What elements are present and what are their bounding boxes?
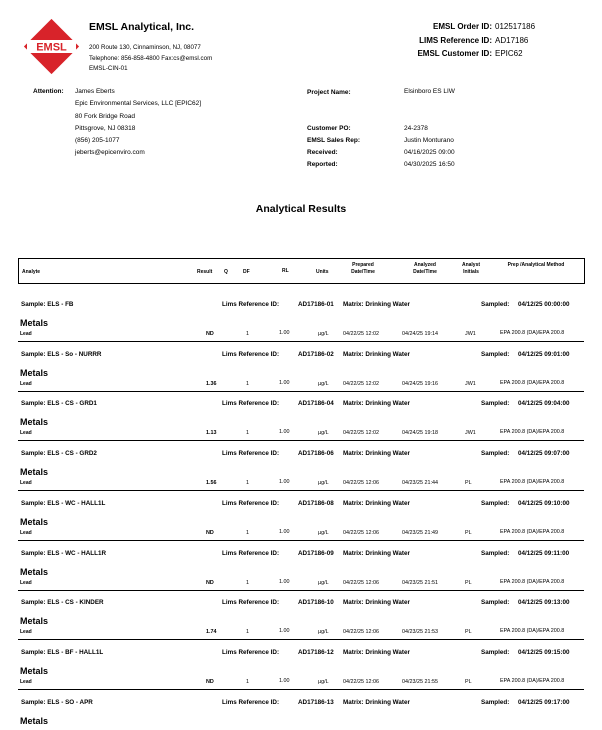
lims-ref-value: AD17186-13 — [298, 699, 334, 706]
lims-ref-label: Lims Reference ID: — [222, 649, 280, 656]
df-value: 1 — [246, 530, 249, 536]
lims-ref-label: Lims Reference ID: — [222, 351, 280, 358]
result-value: ND — [206, 580, 214, 586]
sampled-value: 04/12/25 09:13:00 — [518, 599, 570, 606]
customer-po-label: Customer PO: — [307, 125, 351, 132]
lims-ref-value: AD17186-08 — [298, 500, 334, 507]
section-metals: Metals — [20, 417, 49, 427]
units-value: µg/L — [318, 629, 329, 635]
units-value: µg/L — [318, 381, 329, 387]
attention-city: Pittsgrove, NJ 08318 — [75, 125, 136, 132]
analyzed-value: 04/24/25 19:14 — [402, 331, 438, 337]
page-title: Analytical Results — [255, 203, 347, 215]
matrix-label: Matrix: Drinking Water — [343, 550, 410, 557]
analyte-lead: Lead — [20, 430, 32, 436]
analyzed-value: 04/23/25 21:55 — [402, 679, 438, 685]
lims-ref-label: Lims Reference ID: — [222, 450, 280, 457]
units-value: µg/L — [318, 331, 329, 337]
analyte-lead: Lead — [20, 580, 32, 586]
method-value: EPA 200.8 (DA)/EPA 200.8 — [500, 529, 565, 535]
result-value: 1.36 — [206, 381, 217, 387]
result-value: ND — [206, 331, 214, 337]
row-divider — [18, 341, 584, 342]
col-analyst: Analyst Initials — [461, 262, 481, 275]
order-id-label: EMSL Order ID: — [433, 22, 492, 31]
df-value: 1 — [246, 331, 249, 337]
lims-ref-label: Lims Reference ID: — [222, 301, 280, 308]
col-prepared: Prepared Date/Time — [351, 262, 375, 275]
project-name-label: Project Name: — [307, 89, 351, 96]
matrix-label: Matrix: Drinking Water — [343, 599, 410, 606]
sampled-label: Sampled: — [481, 500, 510, 507]
df-value: 1 — [246, 629, 249, 635]
lims-ref-value: AD17186-02 — [298, 351, 334, 358]
reported-label: Reported: — [307, 161, 338, 168]
row-divider — [18, 391, 584, 392]
method-value: EPA 200.8 (DA)/EPA 200.8 — [500, 330, 565, 336]
method-value: EPA 200.8 (DA)/EPA 200.8 — [500, 479, 565, 485]
attention-company: Epic Environmental Services, LLC [EPIC62] — [75, 100, 202, 107]
lims-ref-value: AD17186-04 — [298, 400, 334, 407]
rl-value: 1.00 — [279, 330, 290, 336]
row-divider — [18, 689, 584, 690]
units-value: µg/L — [318, 480, 329, 486]
col-result: Result — [197, 269, 213, 275]
result-value: 1.74 — [206, 629, 217, 635]
method-value: EPA 200.8 (DA)/EPA 200.8 — [500, 380, 565, 386]
analyst-value: PL — [465, 530, 472, 536]
prepared-value: 04/22/25 12:06 — [343, 480, 379, 486]
units-value: µg/L — [318, 530, 329, 536]
lims-ref-value: AD17186-12 — [298, 649, 334, 656]
sampled-value: 04/12/25 09:07:00 — [518, 450, 570, 457]
analyte-lead: Lead — [20, 530, 32, 536]
rl-value: 1.00 — [279, 380, 290, 386]
row-divider — [18, 639, 584, 640]
matrix-label: Matrix: Drinking Water — [343, 500, 410, 507]
analyzed-value: 04/23/25 21:49 — [402, 530, 438, 536]
col-rl: RL — [282, 268, 289, 274]
order-id-value: 012517186 — [495, 22, 536, 31]
sampled-label: Sampled: — [481, 351, 510, 358]
df-value: 1 — [246, 580, 249, 586]
analyst-value: PL — [465, 629, 472, 635]
analyst-value: PL — [465, 480, 472, 486]
col-method: Prep /Analytical Method — [507, 262, 565, 268]
rl-value: 1.00 — [279, 429, 290, 435]
prepared-value: 04/22/25 12:02 — [343, 430, 379, 436]
matrix-label: Matrix: Drinking Water — [343, 450, 410, 457]
sampled-value: 04/12/25 09:15:00 — [518, 649, 570, 656]
sampled-label: Sampled: — [481, 649, 510, 656]
rl-value: 1.00 — [279, 579, 290, 585]
company-address: 200 Route 130, Cinnaminson, NJ, 08077 — [89, 44, 201, 51]
analyst-value: JW1 — [465, 331, 476, 337]
method-value: EPA 200.8 (DA)/EPA 200.8 — [500, 628, 565, 634]
lims-ref-value: AD17186-01 — [298, 301, 334, 308]
sampled-label: Sampled: — [481, 400, 510, 407]
reported-value: 04/30/2025 16:50 — [404, 161, 455, 168]
prepared-value: 04/22/25 12:06 — [343, 629, 379, 635]
analyst-value: PL — [465, 679, 472, 685]
sampled-value: 04/12/25 00:00:00 — [518, 301, 570, 308]
sampled-label: Sampled: — [481, 301, 510, 308]
emsl-logo — [23, 18, 80, 75]
sampled-value: 04/12/25 09:01:00 — [518, 351, 570, 358]
units-value: µg/L — [318, 679, 329, 685]
matrix-label: Matrix: Drinking Water — [343, 351, 410, 358]
received-label: Received: — [307, 149, 338, 156]
df-value: 1 — [246, 480, 249, 486]
sampled-value: 04/12/25 09:04:00 — [518, 400, 570, 407]
logo-text: EMSL — [36, 41, 67, 54]
analyte-lead: Lead — [20, 679, 32, 685]
section-metals: Metals — [20, 716, 49, 726]
sample-id: Sample: ELS - FB — [21, 301, 74, 308]
col-q: Q — [224, 269, 228, 275]
section-metals: Metals — [20, 567, 49, 577]
rl-value: 1.00 — [279, 628, 290, 634]
sample-id: Sample: ELS - SO - APR — [21, 699, 93, 706]
section-metals: Metals — [20, 616, 49, 626]
prepared-value: 04/22/25 12:06 — [343, 530, 379, 536]
col-units: Units — [316, 269, 329, 275]
analyst-value: PL — [465, 580, 472, 586]
analyzed-value: 04/23/25 21:44 — [402, 480, 438, 486]
analyte-lead: Lead — [20, 381, 32, 387]
matrix-label: Matrix: Drinking Water — [343, 400, 410, 407]
rl-value: 1.00 — [279, 529, 290, 535]
attention-name: James Eberts — [75, 88, 115, 95]
sales-rep-value: Justin Monturano — [404, 137, 454, 144]
company-name: EMSL Analytical, Inc. — [89, 21, 195, 33]
analyte-lead: Lead — [20, 480, 32, 486]
sampled-label: Sampled: — [481, 550, 510, 557]
lims-ref-value: AD17186-10 — [298, 599, 334, 606]
sampled-value: 04/12/25 09:10:00 — [518, 500, 570, 507]
section-metals: Metals — [20, 517, 49, 527]
row-divider — [18, 440, 584, 441]
sampled-label: Sampled: — [481, 450, 510, 457]
prepared-value: 04/22/25 12:02 — [343, 331, 379, 337]
rl-value: 1.00 — [279, 479, 290, 485]
lims-ref-value: AD17186-06 — [298, 450, 334, 457]
sample-id: Sample: ELS - CS - KINDER — [21, 599, 104, 606]
company-code: EMSL-CIN-01 — [89, 65, 128, 72]
row-divider — [18, 540, 584, 541]
customer-po-value: 24-2378 — [404, 125, 428, 132]
lims-ref-value: AD17186-09 — [298, 550, 334, 557]
sales-rep-label: EMSL Sales Rep: — [307, 137, 360, 144]
section-metals: Metals — [20, 467, 49, 477]
lims-ref-label: Lims Reference ID: — [222, 550, 280, 557]
analyzed-value: 04/24/25 19:18 — [402, 430, 438, 436]
customer-id-label: EMSL Customer ID: — [417, 49, 492, 58]
attention-email: jeberts@epicenviro.com — [75, 149, 145, 156]
method-value: EPA 200.8 (DA)/EPA 200.8 — [500, 678, 565, 684]
df-value: 1 — [246, 381, 249, 387]
matrix-label: Matrix: Drinking Water — [343, 699, 410, 706]
units-value: µg/L — [318, 580, 329, 586]
sampled-value: 04/12/25 09:17:00 — [518, 699, 570, 706]
analyzed-value: 04/24/25 19:16 — [402, 381, 438, 387]
received-value: 04/16/2025 09:00 — [404, 149, 455, 156]
customer-id-value: EPIC62 — [495, 49, 523, 58]
analyte-lead: Lead — [20, 629, 32, 635]
sample-id: Sample: ELS - BF - HALL1L — [21, 649, 104, 656]
prepared-value: 04/22/25 12:06 — [343, 679, 379, 685]
df-value: 1 — [246, 679, 249, 685]
lims-id-label: LIMS Reference ID: — [419, 36, 492, 45]
attention-phone: (856) 205-1077 — [75, 137, 120, 144]
method-value: EPA 200.8 (DA)/EPA 200.8 — [500, 579, 565, 585]
lims-ref-label: Lims Reference ID: — [222, 599, 280, 606]
lims-id-value: AD17186 — [495, 36, 529, 45]
result-value: 1.56 — [206, 480, 217, 486]
analyst-value: JW1 — [465, 381, 476, 387]
result-value: ND — [206, 530, 214, 536]
sampled-value: 04/12/25 09:11:00 — [518, 550, 570, 557]
sample-id: Sample: ELS - WC - HALL1R — [21, 550, 107, 557]
sample-id: Sample: ELS - CS - GRD1 — [21, 400, 97, 407]
section-metals: Metals — [20, 318, 49, 328]
lims-ref-label: Lims Reference ID: — [222, 699, 280, 706]
sample-id: Sample: ELS - So - NURRR — [21, 351, 102, 358]
sampled-label: Sampled: — [481, 699, 510, 706]
units-value: µg/L — [318, 430, 329, 436]
sample-id: Sample: ELS - WC - HALL1L — [21, 500, 106, 507]
analyte-lead: Lead — [20, 331, 32, 337]
prepared-value: 04/22/25 12:06 — [343, 580, 379, 586]
row-divider — [18, 590, 584, 591]
section-metals: Metals — [20, 368, 49, 378]
col-analyte: Analyte — [22, 269, 41, 275]
result-value: 1.13 — [206, 430, 217, 436]
col-analyzed: Analyzed Date/Time — [413, 262, 437, 275]
df-value: 1 — [246, 430, 249, 436]
analyzed-value: 04/23/25 21:53 — [402, 629, 438, 635]
project-name-value: Elsinboro ES LIW — [404, 88, 455, 95]
sampled-label: Sampled: — [481, 599, 510, 606]
analyst-value: JW1 — [465, 430, 476, 436]
attention-label: Attention: — [33, 88, 64, 95]
lims-ref-label: Lims Reference ID: — [222, 500, 280, 507]
prepared-value: 04/22/25 12:02 — [343, 381, 379, 387]
method-value: EPA 200.8 (DA)/EPA 200.8 — [500, 429, 565, 435]
analyzed-value: 04/23/25 21:51 — [402, 580, 438, 586]
lims-ref-label: Lims Reference ID: — [222, 400, 280, 407]
table-header — [18, 258, 585, 284]
rl-value: 1.00 — [279, 678, 290, 684]
sample-id: Sample: ELS - CS - GRD2 — [21, 450, 97, 457]
col-df: DF — [243, 269, 250, 275]
row-divider — [18, 490, 584, 491]
matrix-label: Matrix: Drinking Water — [343, 301, 410, 308]
section-metals: Metals — [20, 666, 49, 676]
company-phone: Telephone: 856-858-4800 Fax:cs@emsl.com — [89, 55, 213, 62]
matrix-label: Matrix: Drinking Water — [343, 649, 410, 656]
result-value: ND — [206, 679, 214, 685]
attention-street: 80 Fork Bridge Road — [75, 113, 135, 120]
